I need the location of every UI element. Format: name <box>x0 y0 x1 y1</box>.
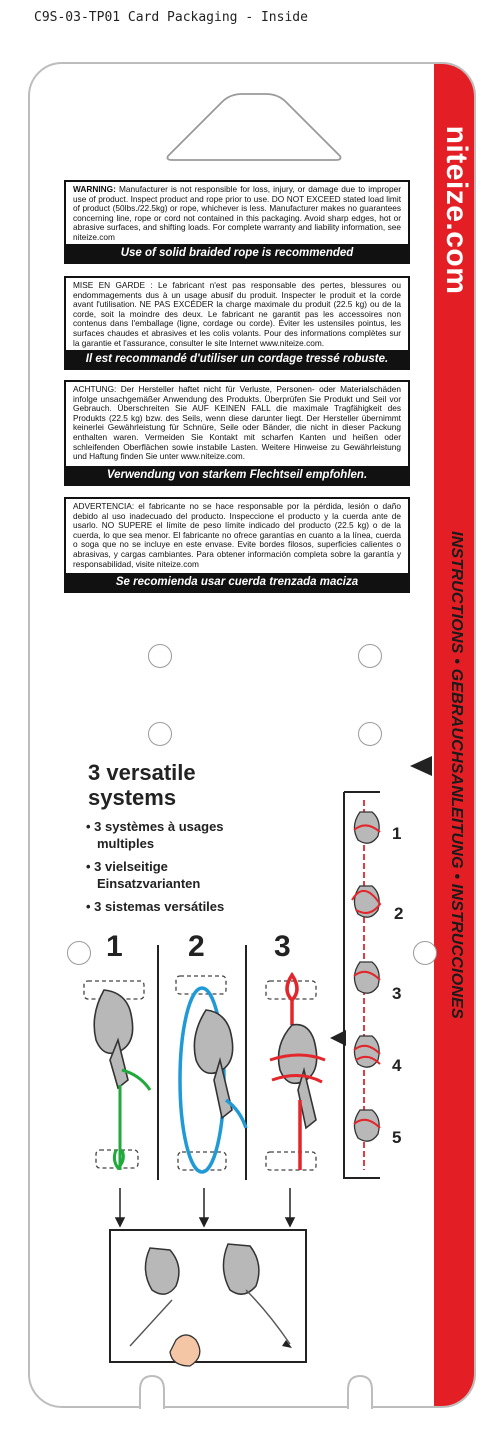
system-number-3: 3 <box>274 930 291 963</box>
warning-band: Il est recommandé d'utiliser un cordage tressé robuste. <box>66 350 408 368</box>
warning-band: Se recomienda usar cuerda trenzada maciza <box>66 573 408 591</box>
bullet-fr: • 3 systèmes à usages multiples <box>86 819 224 851</box>
bottom-notch <box>140 1376 164 1409</box>
release-illustration-box <box>110 1230 306 1362</box>
step-number-3: 3 <box>392 984 402 1003</box>
bottom-notch <box>348 1376 372 1409</box>
warning-lead: WARNING: <box>73 184 116 194</box>
bullet-de: • 3 vielseitige Einsatzvarianten <box>86 859 201 891</box>
step-number-4: 4 <box>392 1056 402 1075</box>
step-number-5: 5 <box>392 1128 402 1147</box>
down-arrow <box>116 1188 294 1226</box>
system-number-2: 2 <box>188 930 205 963</box>
instructions-label: INSTRUCTIONS • GEBRAUCHSANLEITUNG • INSTRUCCIONES <box>448 531 465 1019</box>
step-number-1: 1 <box>392 824 402 843</box>
system-1-figure <box>84 981 150 1170</box>
warning-text: MISE EN GARDE : Le fabricant n'est pas responsable des pertes, blessures ou endommagements dus à un usage abusif du produit. Inspecter le produit et la corde avant l'utilisation. NE PAS EXCÉDER la charge maximale du produit (22.5 kg) ou de la corde, soit la moindre des deux. Le fabricant ne garantit pas les accessoires non contenus dans l'emballage (ligne, cordage ou corde). Éviter les ustensiles pointus, les surfaces chaudes et abrasives et les colis volants. Pour des informations complètes sur la garantie et l'assurance, consulter le site Internet www.niteize.com. <box>73 280 401 348</box>
brand-site: niteize.com <box>440 125 473 295</box>
steps-pointer <box>410 756 432 776</box>
step-number-2: 2 <box>394 904 404 923</box>
bullet-es: • 3 sistemas versátiles <box>86 899 225 914</box>
document-title: C9S-03-TP01 Card Packaging - Inside <box>34 10 308 25</box>
warning-band: Use of solid braided rope is recommended <box>66 244 408 262</box>
warning-text: ACHTUNG: Der Hersteller haftet nicht für Verluste, Personen- oder Materialschäden infolge unsachgemäßer Anwendung des Produkts. Überprüfen Sie Produkt und Seil vor Gebrauch. Überschreiten Sie AUF KEINEN FALL die maximale Tragfähigkeit des Produkts (22.5 kg) bzw. des Seils, wenn diese darunter liegt. Der Hersteller übernimmt keinerlei Gewährleistung für Schnüre, Seile oder Bänder, die nicht in dieser Packung enthalten waren. Vermeiden Sie Kontakt mit scharfen Kanten und heißen oder schleifenden Oberflächen sowie instabile Lasten. Weitere Hinweise zu Gewährleistung und Haftung finden Sie unter www.niteize.com. <box>73 384 401 462</box>
system-3-figure <box>266 975 325 1170</box>
system-2-figure <box>176 976 246 1172</box>
heading-line: systems <box>88 785 177 810</box>
steps-pointer <box>330 1030 346 1046</box>
system-number-1: 1 <box>106 930 123 963</box>
heading-line: 3 versatile <box>88 760 196 785</box>
warning-band: Verwendung von starkem Flechtseil empfohlen. <box>66 466 408 484</box>
warning-text: Manufacturer is not responsible for loss, injury, or damage due to improper use of product. Inspect product and rope prior to use. DO NOT EXCEED stated load limit of product (50lbs./22.5kg) or rope, whichever is less. Manufacturer makes no guarantees concerning line, rope or cord not contained in this packaging. Avoid sharp edges, hot or abrasive surfaces, and shifting loads. For complete warranty and liability information, see niteize.com <box>73 184 401 242</box>
warning-text: ADVERTENCIA: el fabricante no se hace responsable por la pérdida, lesión o daño debido al uso inadecuado del producto. Inspeccione el producto y la cuerda ante de usarlo. NO SUPERE el límite de peso límite indicado del producto (22.5 kg) o de la cuerda, lo que sea menor. El fabricante no ofrece garantías en cuanto a la línea, cuerda o soga que no se incluye en este envase. Evite bordes filosos, superficies calientes o abrasivas, y cargas cambiantes. Para obtener información completa sobre la garantía y responsabilidad, visite niteize.com <box>73 501 401 569</box>
